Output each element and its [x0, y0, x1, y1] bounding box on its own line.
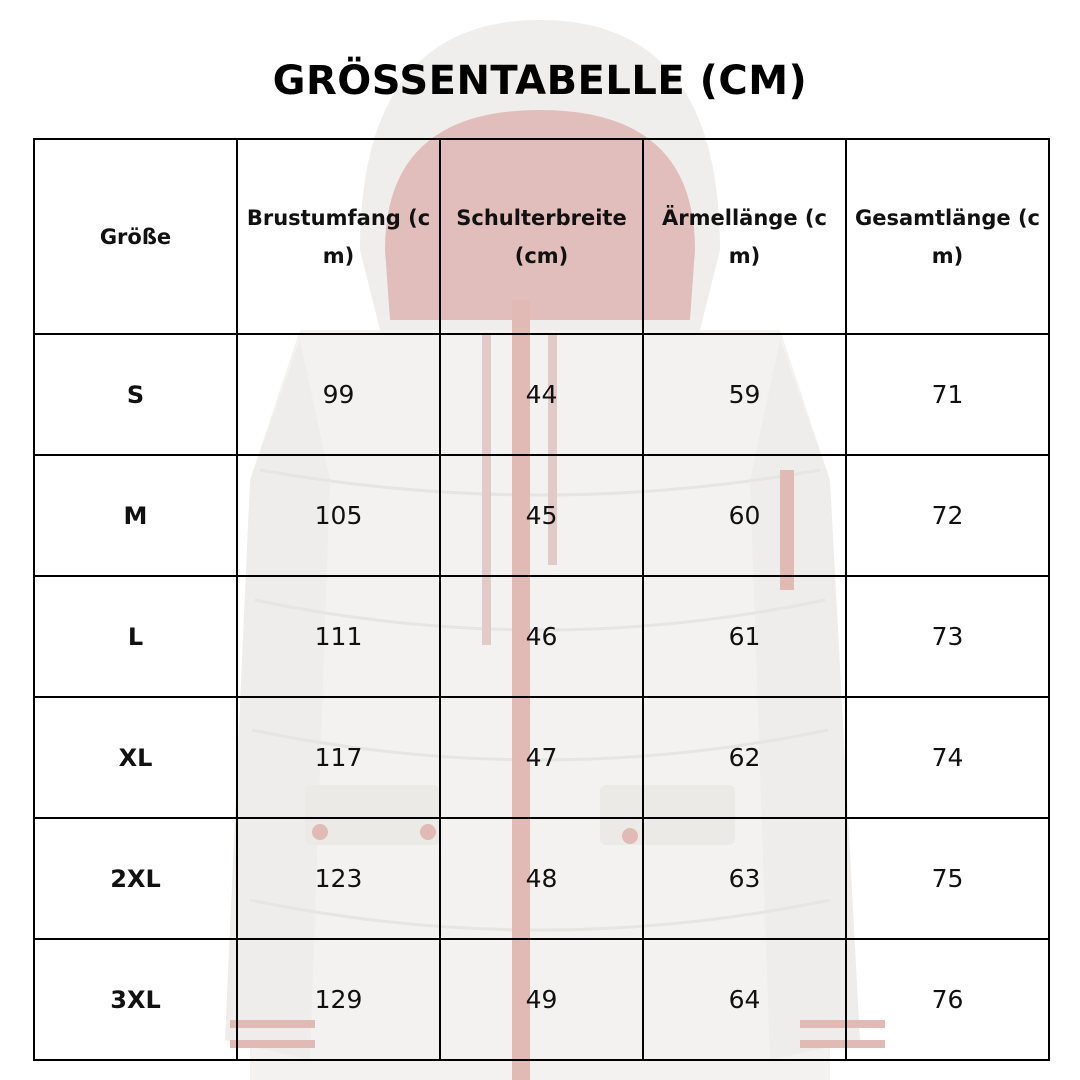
size-cell: 2XL — [34, 818, 237, 939]
shoulder-cell: 45 — [440, 455, 643, 576]
size-cell: 3XL — [34, 939, 237, 1060]
shoulder-cell: 46 — [440, 576, 643, 697]
sleeve-cell: 61 — [643, 576, 846, 697]
size-table — [33, 138, 1050, 1061]
shoulder-cell: 44 — [440, 334, 643, 455]
size-cell: XL — [34, 697, 237, 818]
table-row — [34, 939, 1049, 1060]
table-row — [34, 334, 1049, 455]
size-cell: M — [34, 455, 237, 576]
chest-cell: 117 — [237, 697, 440, 818]
shoulder-cell: 49 — [440, 939, 643, 1060]
chest-cell: 99 — [237, 334, 440, 455]
size-cell: S — [34, 334, 237, 455]
length-cell: 75 — [846, 818, 1049, 939]
size-cell: L — [34, 576, 237, 697]
shoulder-cell: 48 — [440, 818, 643, 939]
table-header-row — [34, 139, 1049, 334]
header-sleeve: Ärmellänge (cm) — [643, 139, 846, 334]
table-row — [34, 576, 1049, 697]
table-row — [34, 455, 1049, 576]
sleeve-cell: 64 — [643, 939, 846, 1060]
header-shoulder: Schulterbreite (cm) — [440, 139, 643, 334]
sleeve-cell: 63 — [643, 818, 846, 939]
sleeve-cell: 62 — [643, 697, 846, 818]
chest-cell: 105 — [237, 455, 440, 576]
length-cell: 72 — [846, 455, 1049, 576]
table-row — [34, 697, 1049, 818]
header-length: Gesamtlänge (cm) — [846, 139, 1049, 334]
length-cell: 71 — [846, 334, 1049, 455]
sleeve-cell: 59 — [643, 334, 846, 455]
header-chest: Brustumfang (cm) — [237, 139, 440, 334]
chest-cell: 123 — [237, 818, 440, 939]
sleeve-cell: 60 — [643, 455, 846, 576]
table-row — [34, 818, 1049, 939]
length-cell: 76 — [846, 939, 1049, 1060]
chest-cell: 129 — [237, 939, 440, 1060]
header-size: Größe — [34, 139, 237, 334]
length-cell: 73 — [846, 576, 1049, 697]
page-title: GRÖSSENTABELLE (CM) — [272, 58, 808, 104]
chest-cell: 111 — [237, 576, 440, 697]
shoulder-cell: 47 — [440, 697, 643, 818]
length-cell: 74 — [846, 697, 1049, 818]
